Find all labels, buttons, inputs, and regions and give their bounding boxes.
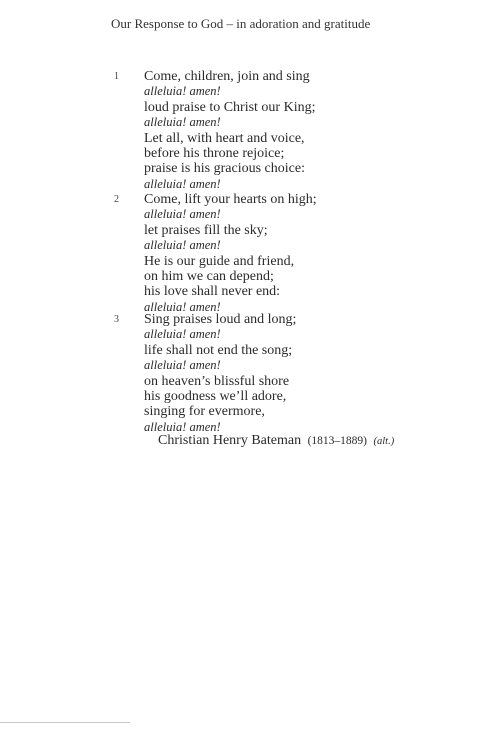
refrain-line: alleluia! amen! bbox=[144, 327, 221, 342]
verse-line: before his throne rejoice; bbox=[144, 145, 285, 161]
verse-lines bbox=[144, 69, 316, 192]
refrain-line: alleluia! amen! bbox=[144, 207, 221, 222]
verse-lines bbox=[144, 192, 317, 315]
refrain-line: alleluia! amen! bbox=[144, 299, 221, 314]
verse-line: singing for evermore, bbox=[144, 404, 265, 420]
verse-number: 1 bbox=[114, 71, 119, 82]
attribution bbox=[158, 433, 394, 449]
verse-line: loud praise to Christ our King; bbox=[144, 99, 316, 115]
verse-line: Come, children, join and sing bbox=[144, 69, 310, 84]
verse-line: praise is his gracious choice: bbox=[144, 161, 305, 177]
footer-divider bbox=[0, 722, 130, 723]
refrain-line: alleluia! amen! bbox=[144, 115, 221, 130]
verse-line: Sing praises loud and long; bbox=[144, 312, 297, 327]
verse-lines bbox=[144, 312, 296, 435]
refrain-line: alleluia! amen! bbox=[144, 238, 221, 253]
verse-line: He is our guide and friend, bbox=[144, 253, 295, 269]
verse-line: Let all, with heart and voice, bbox=[144, 130, 305, 146]
verse-line: on heaven’s blissful shore bbox=[144, 373, 290, 389]
verse-line: life shall not end the song; bbox=[144, 342, 293, 358]
verse-line: his love shall never end: bbox=[144, 284, 281, 300]
refrain-line: alleluia! amen! bbox=[144, 176, 221, 191]
verse-number: 2 bbox=[114, 194, 119, 205]
verse-line: his goodness we’ll adore, bbox=[144, 388, 287, 404]
alteration-note: (alt.) bbox=[373, 436, 395, 447]
page-header: Our Response to God – in adoration and gratitude bbox=[111, 16, 371, 31]
verse-line: Come, lift your hearts on high; bbox=[144, 192, 317, 207]
refrain-line: alleluia! amen! bbox=[144, 358, 221, 373]
author-name: Christian Henry Bateman bbox=[158, 433, 302, 448]
verse-line: on him we can depend; bbox=[144, 268, 274, 284]
refrain-line: alleluia! amen! bbox=[144, 84, 221, 99]
verse-line: let praises fill the sky; bbox=[144, 222, 268, 238]
verse-number: 3 bbox=[114, 314, 119, 325]
author-dates: (1813–1889) bbox=[307, 435, 367, 447]
refrain-line: alleluia! amen! bbox=[144, 419, 221, 434]
